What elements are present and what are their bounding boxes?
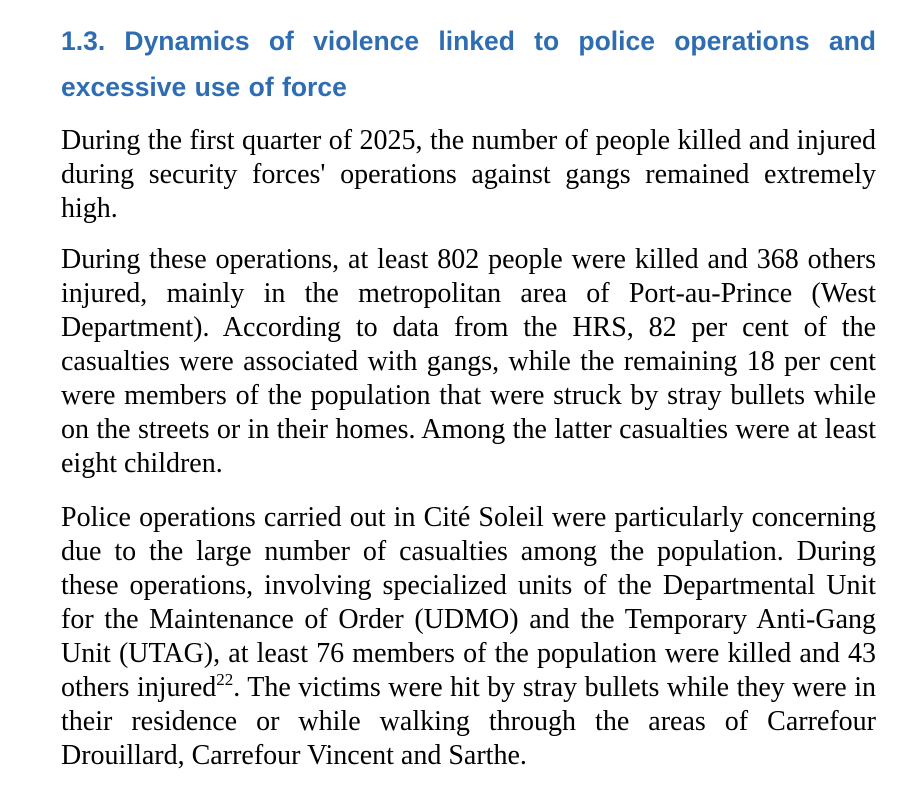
- paragraph-casualties: During these operations, at least 802 people were killed and 368 others injured, mainly in the metropolitan area of Port-au-Prince (West Department). According to data from the HRS, 82 per cent of the casualties were associated with gangs, while the remaining 18 per cent were members of the population that were struck by stray bullets while on the streets or in their homes. Among the latter casualties were at least eight children.: [61, 244, 876, 479]
- footnote-reference: 22: [216, 669, 234, 689]
- paragraph-text-after-footnote: . The victims were hit by stray bullets while they were in their residence or while walking through the areas of Carrefour Drouillard, Carrefour Vincent and Sarthe.: [61, 672, 876, 771]
- document-page: [61, 18, 876, 773]
- paragraph-cite-soleil: [61, 501, 876, 773]
- paragraph-intro: During the first quarter of 2025, the number of people killed and injured during security forces' operations against gangs remained extremely high.: [61, 125, 876, 224]
- paragraph-text-before-footnote: Police operations carried out in Cité Soleil were particularly concerning due to the large number of casualties among the population. During these operations, involving specialized units of the Departmental Unit for the Maintenance of Order (UDMO) and the Temporary Anti-Gang Unit (UTAG), at least 76 members of the population were killed and 43 others injured: [61, 502, 876, 703]
- section-heading: 1.3. Dynamics of violence linked to police operations and excessive use of force: [61, 26, 876, 102]
